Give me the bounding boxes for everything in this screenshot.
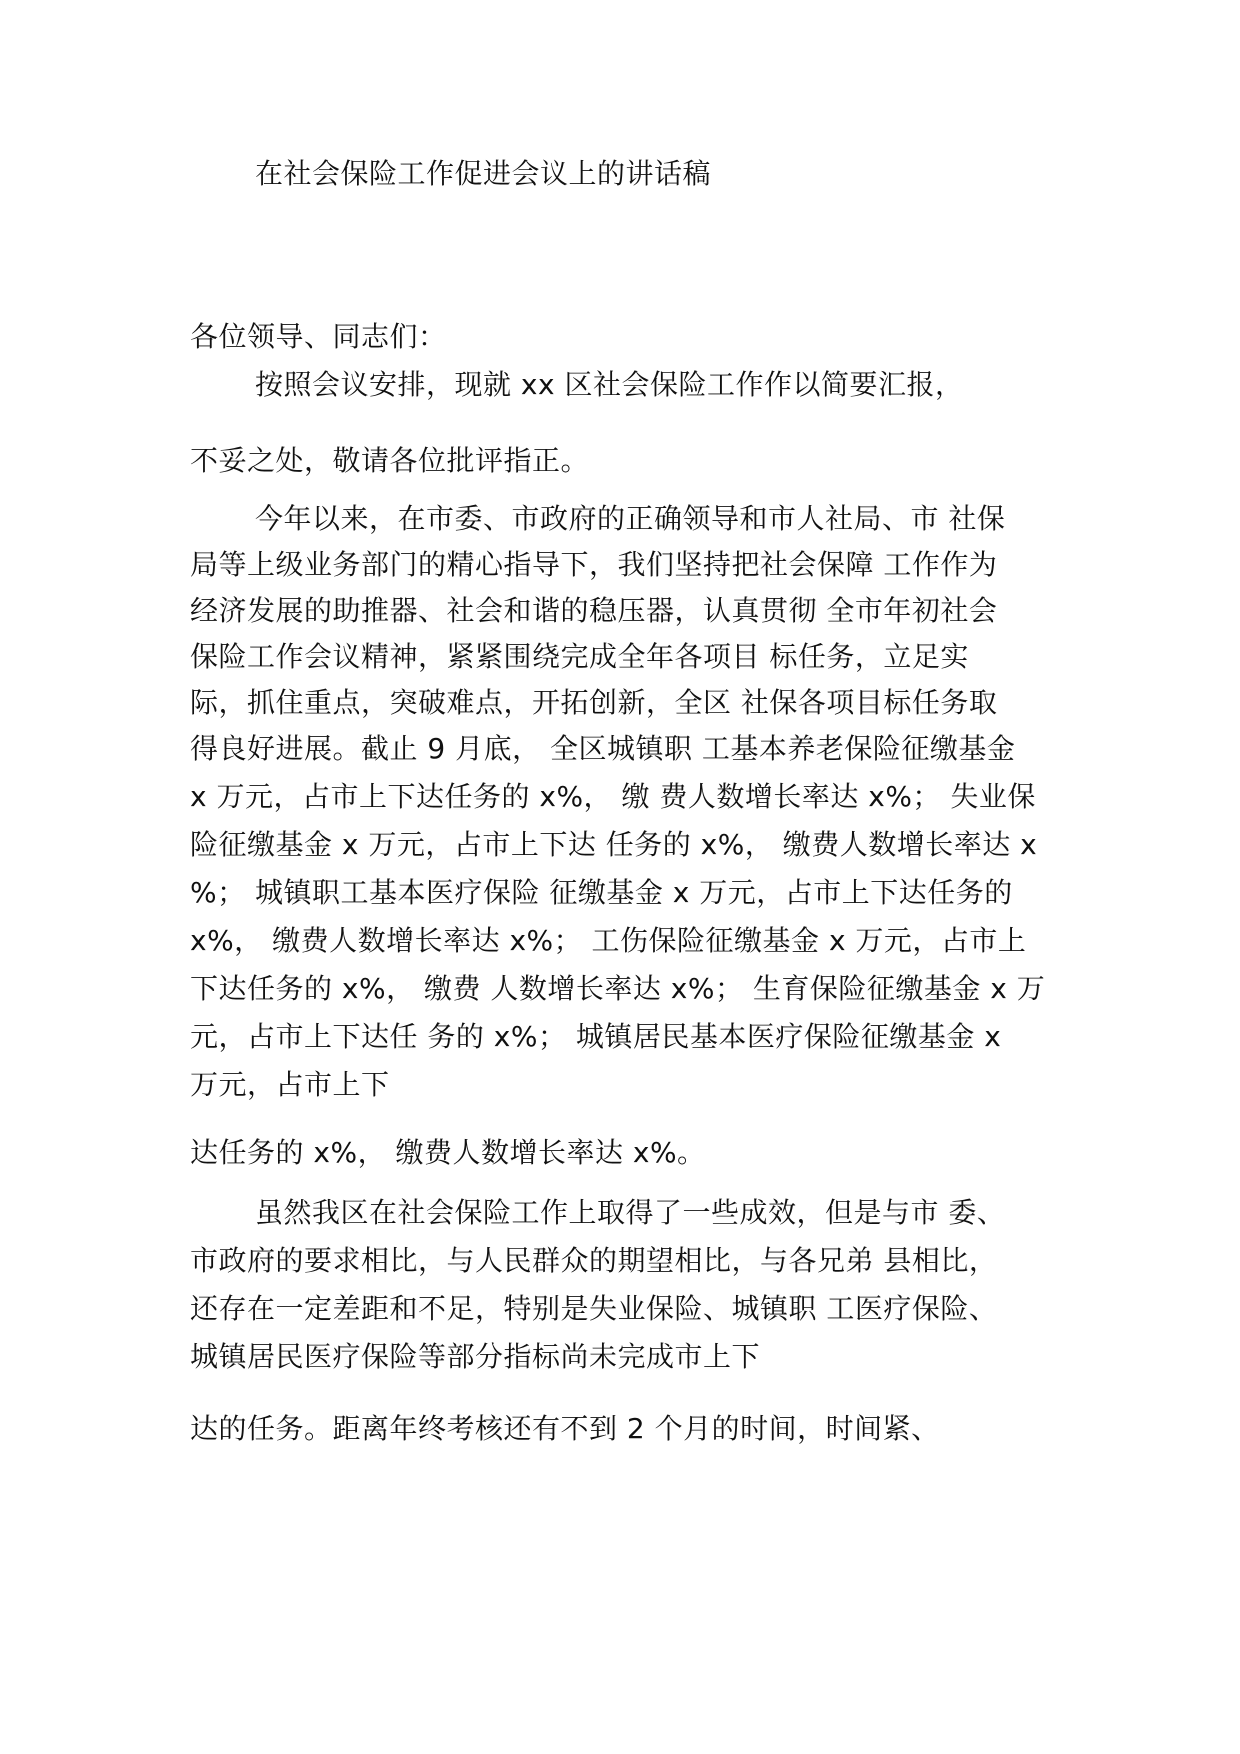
paragraph-line: 市政府的要求相比，与人民群众的期望相比，与各兄弟 县相比， — [190, 1244, 998, 1277]
paragraph-line: 城镇居民医疗保险等部分指标尚未完成市上下 — [190, 1340, 761, 1373]
paragraph-line: 虽然我区在社会保险工作上取得了一些成效，但是与市 委、 — [255, 1196, 1006, 1229]
paragraph-line: 经济发展的助推器、社会和谐的稳压器，认真贯彻 全市年初社会 — [190, 594, 998, 627]
paragraph-line: 今年以来，在市委、市政府的正确领导和市人社局、市 社保 — [255, 502, 1006, 535]
paragraph-line: 达任务的 x%， 缴费人数增长率达 x%。 — [190, 1136, 706, 1169]
paragraph-line: 局等上级业务部门的精心指导下，我们坚持把社会保障 工作作为 — [190, 548, 998, 581]
paragraph-line: 得良好进展。截止 9 月底， 全区城镇职 工基本养老保险征缴基金 — [190, 732, 1016, 765]
paragraph-line: 不妥之处，敬请各位批评指正。 — [190, 444, 590, 477]
paragraph-line: 保险工作会议精神，紧紧围绕完成全年各项目 标任务，立足实 — [190, 640, 969, 673]
paragraph-line: 下达任务的 x%， 缴费 人数增长率达 x%； 生育保险征缴基金 x 万 — [190, 972, 1046, 1005]
paragraph-line: 元，占市上下达任 务的 x%； 城镇居民基本医疗保险征缴基金 x — [190, 1020, 1002, 1053]
paragraph-line: 际，抓住重点，突破难点，开拓创新，全区 社保各项目标任务取 — [190, 686, 998, 719]
salutation: 各位领导、同志们： — [190, 320, 447, 353]
paragraph-line: 按照会议安排，现就 xx 区社会保险工作作以简要汇报， — [255, 368, 964, 401]
paragraph-line: 还存在一定差距和不足，特别是失业保险、城镇职 工医疗保险、 — [190, 1292, 998, 1325]
paragraph-line: 险征缴基金 x 万元，占市上下达 任务的 x%， 缴费人数增长率达 x — [190, 828, 1038, 861]
paragraph-line: x 万元，占市上下达任务的 x%， 缴 费人数增长率达 x%； 失业保 — [190, 780, 1036, 813]
paragraph-line: x%， 缴费人数增长率达 x%； 工伤保险征缴基金 x 万元，占市上 — [190, 924, 1027, 957]
paragraph-line: 达的任务。距离年终考核还有不到 2 个月的时间，时间紧、 — [190, 1412, 940, 1445]
document-title: 在社会保险工作促进会议上的讲话稿 — [255, 157, 712, 190]
paragraph-line: %； 城镇职工基本医疗保险 征缴基金 x 万元，占市上下达任务的 — [190, 876, 1013, 909]
paragraph-line: 万元，占市上下 — [190, 1068, 390, 1101]
